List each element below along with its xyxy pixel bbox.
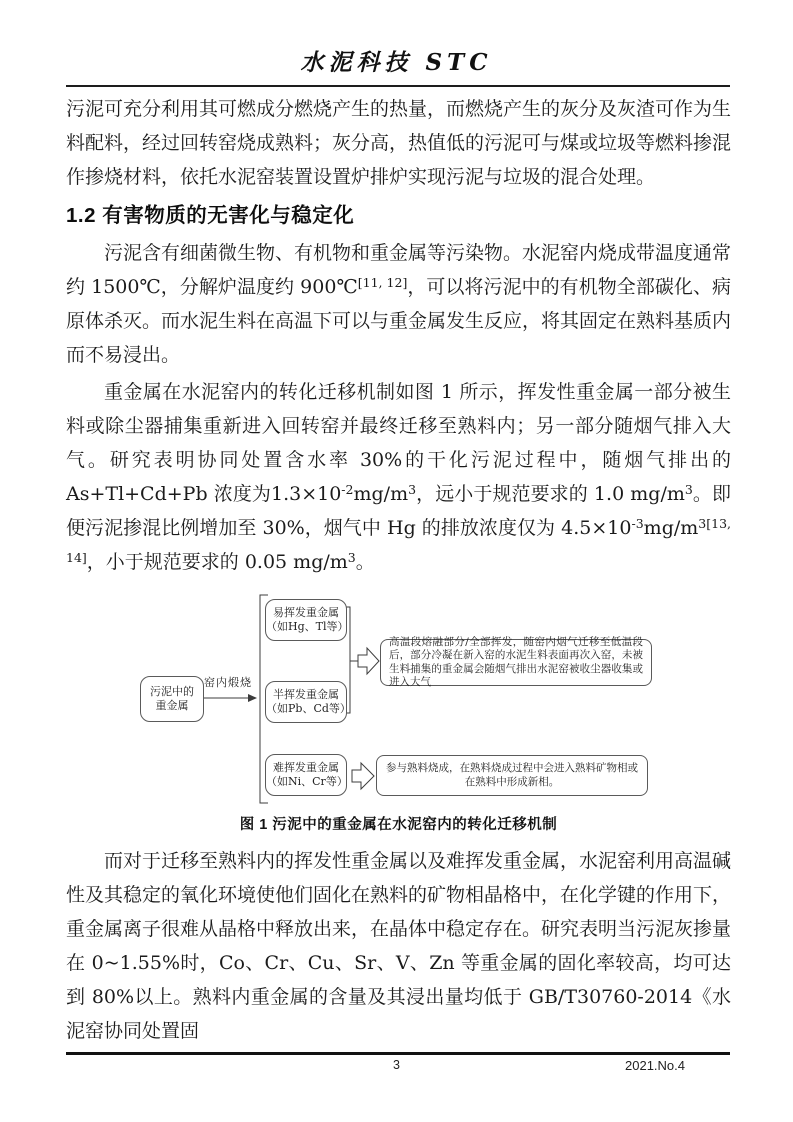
figure-box-semi-volatile-line1: 半挥发重金属 <box>273 688 339 701</box>
figure-box-easily-volatile-line1: 易挥发重金属 <box>273 606 339 619</box>
figure-nonvolatile-fate-text: 参与熟料烧成，在熟料烧成过程中会进入熟料矿物相或在熟料中形成新相。 <box>386 762 638 788</box>
hollow-arrow-bottom <box>352 763 374 789</box>
figure-1-diagram <box>66 591 726 809</box>
figure-source-box <box>140 676 204 722</box>
page-number: 3 <box>393 1058 400 1072</box>
figure-box-hard-volatile-line2: （如Ni、Cr等） <box>266 775 348 788</box>
paragraph-migration-mechanism: 重金属在水泥窑内的转化迁移机制如图 1 所示，挥发性重金属一部分被生料或除尘器捕集重新进入回转窑并最终迁移至熟料内；另一部分随烟气排入大气。研究表明协同处置含水率 30%的干化污泥过程中，随烟气排出的 As+Tl+Cd+Pb 浓度为$1.3\times 10^{-2}mg/m^3$，远小于规范要求的 1.0 $mg/m^3$。即便污泥掺混比例增加至 30%，烟气中 Hg 的排放浓度仅为 $4.5\times 10^{-3}mg/m^{3[13, 14]}$，小于规范要求的 0.05 $mg/m^3$。 <box>66 381 731 573</box>
figure-volatile-fate-text: 高温段熔融部分/全部挥发，随窑内烟气迁移至低温段后，部分冷凝在新入窑的水泥生料表面再次入窑，未被生料捕集的重金属会随烟气排出水泥窑被收尘器收集或进入大气 <box>389 635 643 688</box>
figure-box-semi-volatile <box>265 681 351 723</box>
figure-box-easily-volatile-line2: （如Hg、Tl等） <box>266 620 349 633</box>
figure-box-hard-volatile-line1: 难挥发重金属 <box>273 761 339 774</box>
issue-label: 2021.No.4 <box>625 1058 685 1073</box>
figure-nonvolatile-fate-box <box>376 755 648 796</box>
header-rule <box>66 85 730 87</box>
figure-volatile-fate-box <box>380 635 652 688</box>
figure-box-easily-volatile <box>265 599 347 641</box>
footer-rule <box>66 1052 730 1055</box>
paragraph-intro: 污泥可充分利用其可燃成分燃烧产生的热量，而燃烧产生的灰分及灰渣可作为生料配料，经过回转窑烧成熟料；灰分高，热值低的污泥可与煤或垃圾等燃料掺混作掺烧材料，依托水泥窑装置设置炉排炉实现污泥与垃圾的混合处理。 <box>66 98 732 188</box>
figure-source-line1: 污泥中的 <box>150 685 194 698</box>
figure-caption: 图 1 污泥中的重金属在水泥窑内的转化迁移机制 <box>239 817 558 833</box>
figure-box-semi-volatile-line2: （如Pb、Cd等） <box>266 702 351 715</box>
figure-kiln-calcination-label: 窑内煅烧 <box>204 676 252 689</box>
section-heading-1-2: 1.2 有害物质的无害化与稳定化 <box>66 204 355 227</box>
figure-box-hard-volatile <box>265 754 347 796</box>
journal-title: 水泥科技 STC <box>300 49 493 76</box>
figure-source-line2: 重金属 <box>155 699 189 712</box>
article-body <box>66 92 731 1051</box>
hollow-arrow-top <box>358 648 379 674</box>
paragraph-harmless-stabilize: 污泥含有细菌微生物、有机物和重金属等污染物。水泥窑内烧成带温度通常约 1500℃，分解炉温度约 900℃[11, 12]，可以将污泥中的有机物全部碳化、病原体杀灭。而水泥生料在高温下可以与重金属发生反应，将其固定在熟料基质内而不易浸出。 <box>66 242 732 366</box>
paragraph-solidification: 而对于迁移至熟料内的挥发性重金属以及难挥发重金属，水泥窑利用高温碱性及其稳定的氧化环境使他们固化在熟料的矿物相晶格中，在化学键的作用下，重金属离子很难从晶格中释放出来，在晶体中稳定存在。研究表明当污泥灰掺量在 0~1.55%时，Co、Cr、Cu、Sr、V、Zn 等重金属的固化率较高，均可达到 80%以上。熟料内重金属的含量及其浸出量均低于 GB/T30760-2014《水泥窑协同处置固 <box>66 850 732 1042</box>
